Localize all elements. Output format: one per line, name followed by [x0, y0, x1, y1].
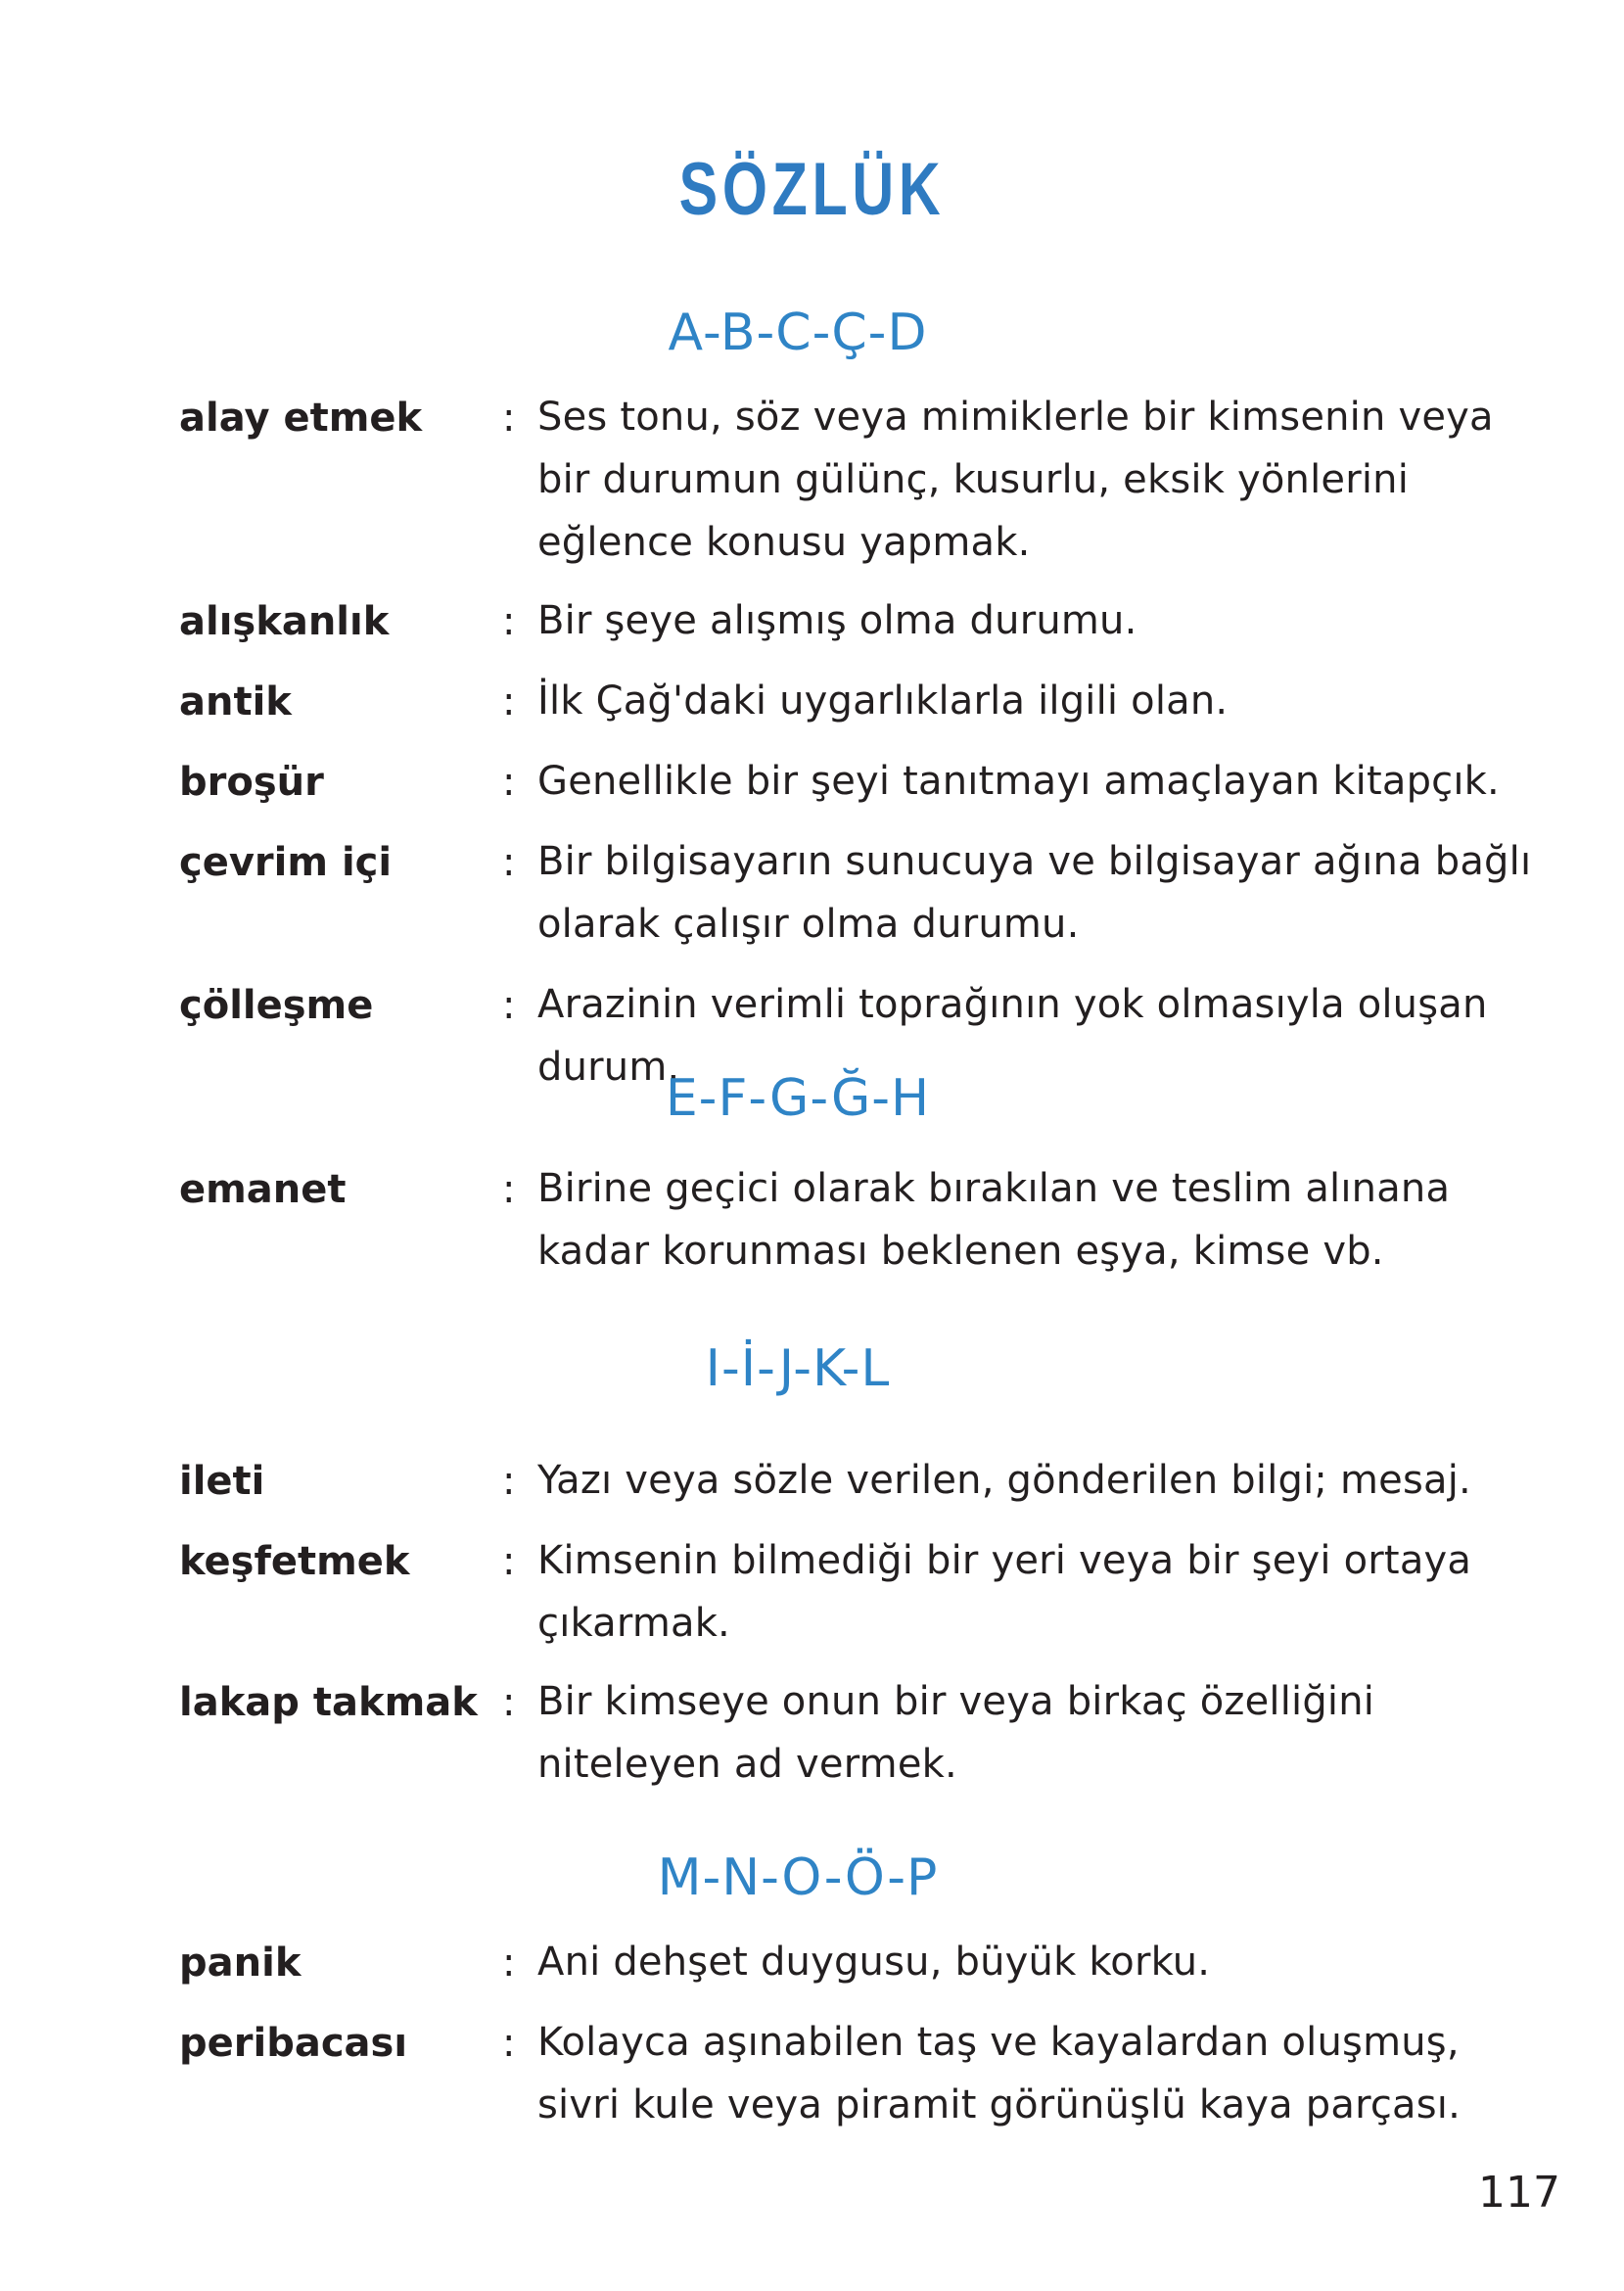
entry-term: antik	[179, 679, 292, 725]
entry-term: çölleşme	[179, 983, 374, 1028]
entry-definition: Ses tonu, söz veya mimiklerle bir kimsenin veya bir durumun gülünç, kusurlu, eksik yönlerini eğlence konusu yapmak.	[537, 395, 1494, 565]
entry-colon: :	[502, 2021, 516, 2066]
page-title: SÖZLÜK	[678, 148, 946, 231]
entry-definition: Kolayca aşınabilen taş ve kayalardan oluşmuş, sivri kule veya piramit görünüşlü kaya parçası.	[537, 2020, 1462, 2127]
entry-term: emanet	[179, 1167, 347, 1212]
section-heading-abccd: A-B-C-Ç-D	[668, 304, 928, 362]
entry-colon: :	[502, 840, 516, 885]
entry-colon: :	[502, 1539, 516, 1584]
page-number: 117	[1478, 2168, 1560, 2218]
entry-definition: Ani dehşet duygusu, büyük korku.	[537, 1940, 1211, 1985]
entry-term: broşür	[179, 760, 324, 805]
section-heading-efggh: E-F-G-Ğ-H	[665, 1069, 931, 1128]
entry-colon: :	[502, 983, 516, 1028]
entry-colon: :	[502, 1680, 516, 1725]
entry-definition: Bir şeye alışmış olma durumu.	[537, 598, 1137, 643]
entry-definition: Yazı veya sözle verilen, gönderilen bilgi; mesaj.	[537, 1458, 1471, 1503]
entry-colon: :	[502, 760, 516, 805]
section-heading-mnoop: M-N-O-Ö-P	[657, 1848, 939, 1907]
entry-colon: :	[502, 396, 516, 441]
entry-colon: :	[502, 1459, 516, 1504]
entry-term: alay etmek	[179, 396, 423, 441]
entry-colon: :	[502, 1167, 516, 1212]
entry-colon: :	[502, 679, 516, 725]
entry-colon: :	[502, 1940, 516, 1986]
entry-term: alışkanlık	[179, 599, 390, 644]
section-heading-iijkl: I-İ-J-K-L	[705, 1339, 891, 1398]
entry-term: çevrim içi	[179, 840, 393, 885]
entry-definition: Genellikle bir şeyi tanıtmayı amaçlayan kitapçık.	[537, 759, 1500, 804]
entry-definition: İlk Çağ'daki uygarlıklarla ilgili olan.	[537, 678, 1229, 724]
entry-term: ileti	[179, 1459, 265, 1504]
entry-definition: Arazinin verimli toprağının yok olmasıyla oluşan durum.	[537, 982, 1488, 1090]
entry-definition: Kimsenin bilmediği bir yeri veya bir şeyi ortaya çıkarmak.	[537, 1538, 1472, 1646]
entry-definition: Birine geçici olarak bırakılan ve teslim alınana kadar korunması beklenen eşya, kimse vb.	[537, 1166, 1451, 1274]
entry-term: lakap takmak	[179, 1680, 478, 1725]
entry-definition: Bir kimseye onun bir veya birkaç özelliğini niteleyen ad vermek.	[537, 1679, 1375, 1787]
entry-term: panik	[179, 1940, 302, 1986]
entry-colon: :	[502, 599, 516, 644]
entry-term: peribacası	[179, 2021, 408, 2066]
entry-definition: Bir bilgisayarın sunucuya ve bilgisayar ağına bağlı olarak çalışır olma durumu.	[537, 839, 1532, 947]
entry-term: keşfetmek	[179, 1539, 410, 1584]
